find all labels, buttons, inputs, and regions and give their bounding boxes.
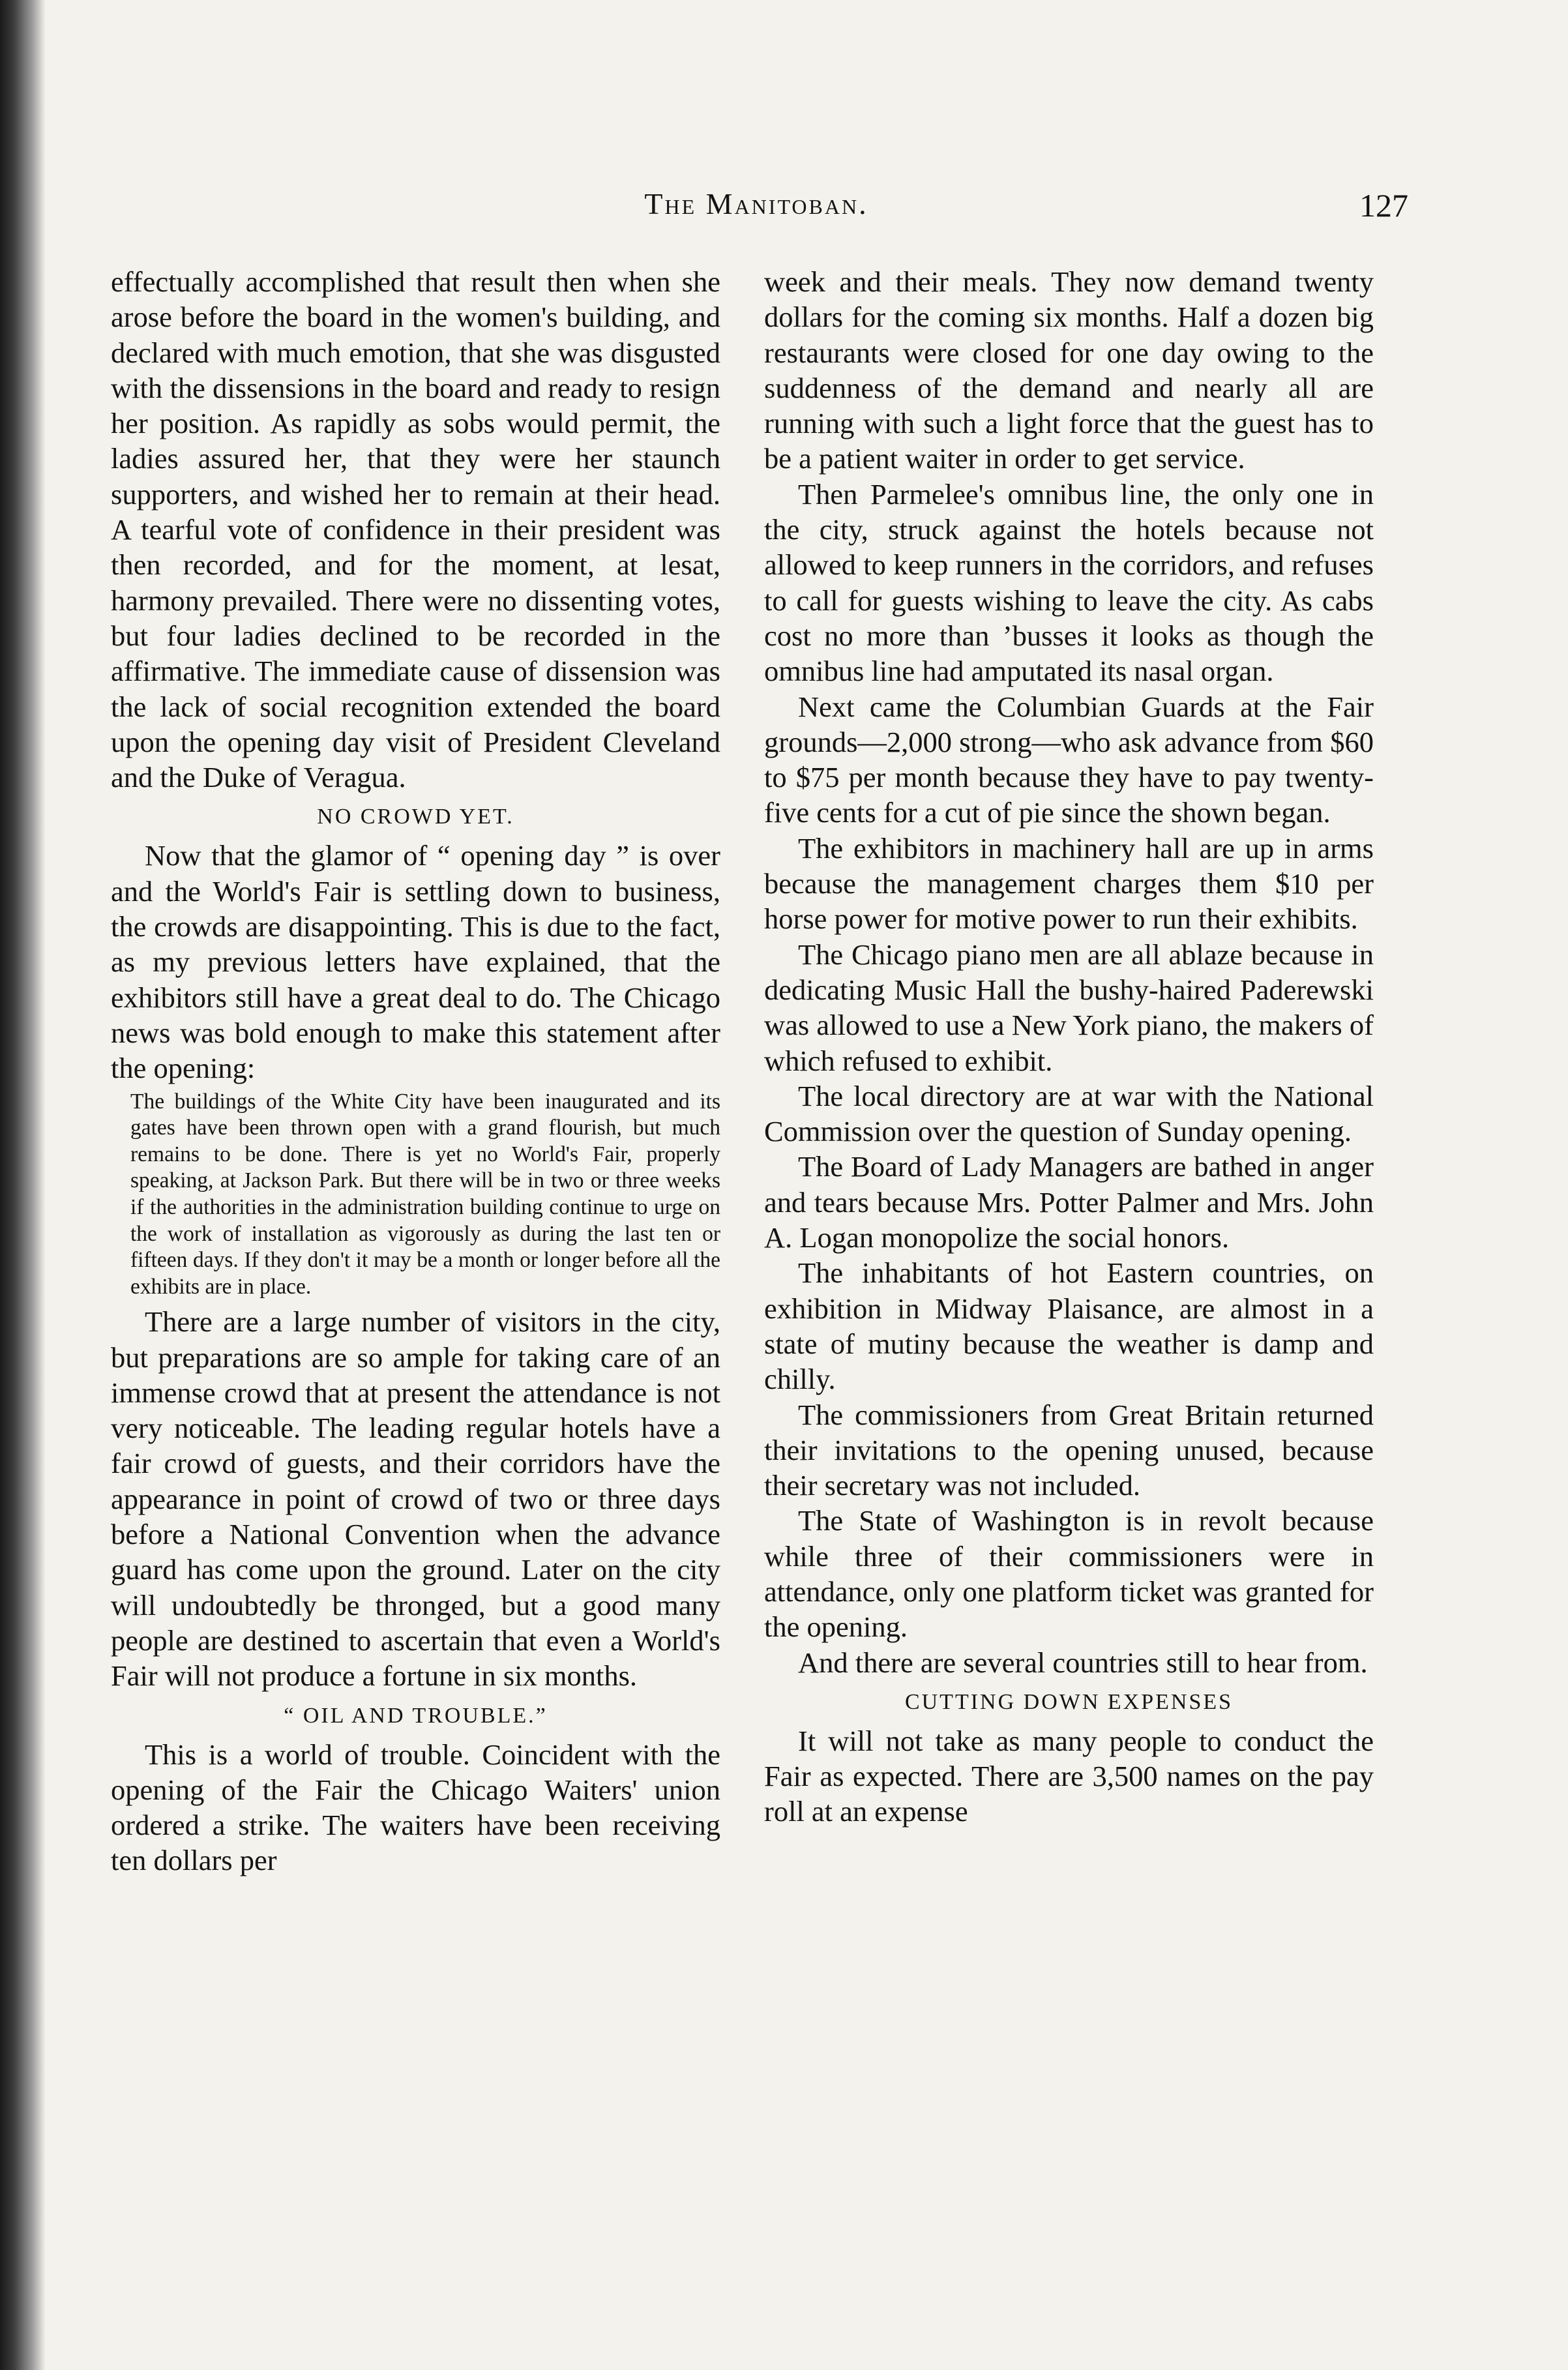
paragraph: effectually accomplished that result then when she arose before the board in the women's building, and declared with much emotion, that she was disgusted with the dissensions in the board and ready to resign her position. As rapidly as sobs would permit, the ladies assured her, that they were her staunch supporters, and wished her to remain at their head. A tearful vote of confidence in their president was then recorded, and for the moment, at lesat, harmony prevailed. There were no dissenting votes, but four ladies declined to be recorded in the affirmative. The immediate cause of dissension was the lack of social recognition extended the board upon the opening day visit of President Cleveland and the Duke of Veragua.	[111, 265, 720, 794]
section-heading: NO CROWD YET.	[317, 805, 514, 829]
paragraph: Next came the Columbian Guards at the Fair grounds—2,000 strong—who ask advance from $60 to $75 per month because they have to pay twenty-five cents for a cut of pie since the shown began.	[764, 690, 1374, 829]
paragraph: The Board of Lady Managers are bathed in anger and tears because Mrs. Potter Palmer and Mrs. John A. Logan monopolize the social honors.	[764, 1150, 1374, 1254]
page-number: 127	[1359, 187, 1408, 224]
paragraph: The Chicago piano men are all ablaze because in dedicating Music Hall the bushy-haired Paderewski was allowed to use a New York piano, the makers of which refused to exhibit.	[764, 938, 1374, 1077]
paragraph: The inhabitants of hot Eastern countries, on exhibition in Midway Plaisance, are almost in a state of mutiny because the weather is damp and chilly.	[764, 1256, 1374, 1396]
paragraph: It will not take as many people to conduct the Fair as expected. There are 3,500 names on the pay roll at an expense	[764, 1724, 1374, 1828]
paragraph: This is a world of trouble. Coincident with the opening of the Fair the Chicago Waiters' union ordered a strike. The waiters have been receiving ten dollars per	[111, 1738, 720, 1877]
page-header	[104, 186, 1408, 239]
paragraph: Then Parmelee's omnibus line, the only one in the city, struck against the hotels because not allowed to keep runners in the corridors, and refuses to call for guests wishing to leave the city. As cabs cost no more than ’busses it looks as though the omnibus line had amputated its nasal organ.	[764, 477, 1374, 688]
paragraph: The exhibitors in machinery hall are up in arms because the management charges them $10 per horse power for motive power to run their exhibits.	[764, 831, 1374, 936]
section-heading: “ OIL AND TROUBLE.”	[284, 1703, 548, 1728]
paragraph: And there are several countries still to hear from.	[798, 1646, 1368, 1679]
paragraph: week and their meals. They now demand twenty dollars for the coming six months. Half a dozen big restaurants were closed for one day owing to the suddenness of the demand and nearly all are running with such a light force that the guest has to be a patient waiter in order to get service.	[764, 265, 1374, 475]
paragraph: The local directory are at war with the National Commission over the question of Sunday opening.	[764, 1079, 1374, 1148]
running-title: The Manitoban.	[644, 187, 868, 220]
right-column	[764, 264, 1374, 1829]
paragraph: The commissioners from Great Britain returned their invitations to the opening unused, because their secretary was not included.	[764, 1398, 1374, 1502]
section-heading: CUTTING DOWN EXPENSES	[904, 1689, 1234, 1714]
paragraph: There are a large number of visitors in the city, but preparations are so ample for taking care of an immense crowd that at present the attendance is not very noticeable. The leading regular hotels have a fair crowd of guests, and their corridors have the appearance in point of crowd of two or three days before a National Convention when the advance guard has come upon the ground. Later on the city will undoubtedly be thronged, but a good many people are destined to ascertain that even a World's Fair will not produce a fortune in six months.	[111, 1305, 720, 1693]
block-quote: The buildings of the White City have been inaugurated and its gates have been thrown open with a grand flourish, but much remains to be done. There is yet no World's Fair, properly speaking, at Jackson Park. But there will be in two or three weeks if the authorities in the administration building continue to urge on the work of installation as vigorously as during the last ten or fifteen days. If they don't it may be a month or longer before all the exhibits are in place.	[130, 1089, 720, 1299]
paragraph: Now that the glamor of “ opening day ” is over and the World's Fair is settling down to business, the crowds are disappointing. This is due to the fact, as my previous letters have explained, that the exhibitors still have a great deal to do. The Chicago news was bold enough to make this statement after the opening:	[111, 839, 720, 1085]
scan-edge-shadow	[0, 0, 46, 2370]
left-column	[111, 264, 720, 1878]
paragraph: The State of Washington is in revolt because while three of their commissioners were in attendance, only one platform ticket was granted for the opening.	[764, 1504, 1374, 1644]
